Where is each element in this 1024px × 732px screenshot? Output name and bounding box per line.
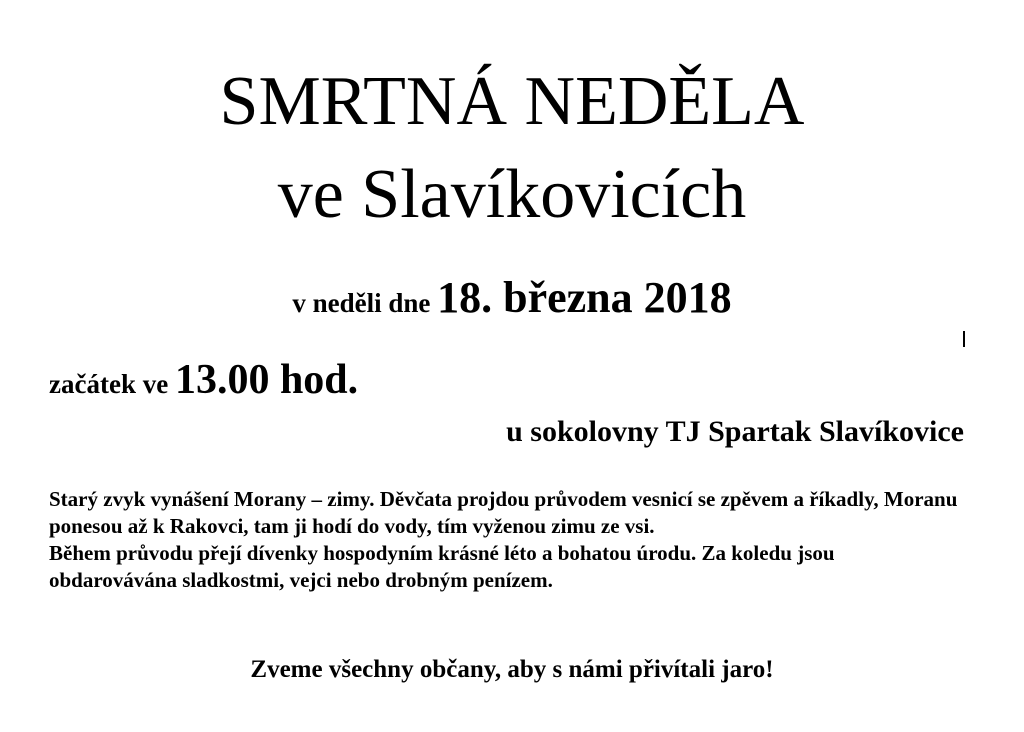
event-time-value: 13.00 hod. [174, 357, 359, 403]
event-date-prefix: v neděli dne [292, 288, 438, 318]
poster-title: SMRTNÁ NEDĚLA [219, 63, 805, 140]
event-date-value: 18. března 2018 [437, 273, 732, 322]
event-place: u sokolovny TJ Spartak Slavíkovice [506, 415, 964, 448]
invitation-line: Zveme všechny občany, aby s námi přivítali jaro! [250, 656, 774, 683]
event-time-prefix: začátek ve [49, 369, 175, 399]
description-paragraph: Starý zvyk vynášení Morany – zimy. Děvčata projdou průvodem vesnicí se zpěvem a říkadly, Moranu ponesou až k Rakovci, tam ji hodí do vody, tím vyženou zimu ze vsi. [49, 487, 958, 538]
poster-subtitle: ve Slavíkovicích [277, 156, 747, 233]
description-paragraph: Během průvodu přejí dívenky hospodyním krásné léto a bohatou úrodu. Za koledu jsou obdarovávána sladkostmi, vejci nebo drobným penízem. [49, 541, 835, 592]
event-time [49, 350, 358, 419]
event-description [49, 486, 967, 594]
text-cursor [963, 331, 965, 347]
event-date [0, 268, 1024, 338]
